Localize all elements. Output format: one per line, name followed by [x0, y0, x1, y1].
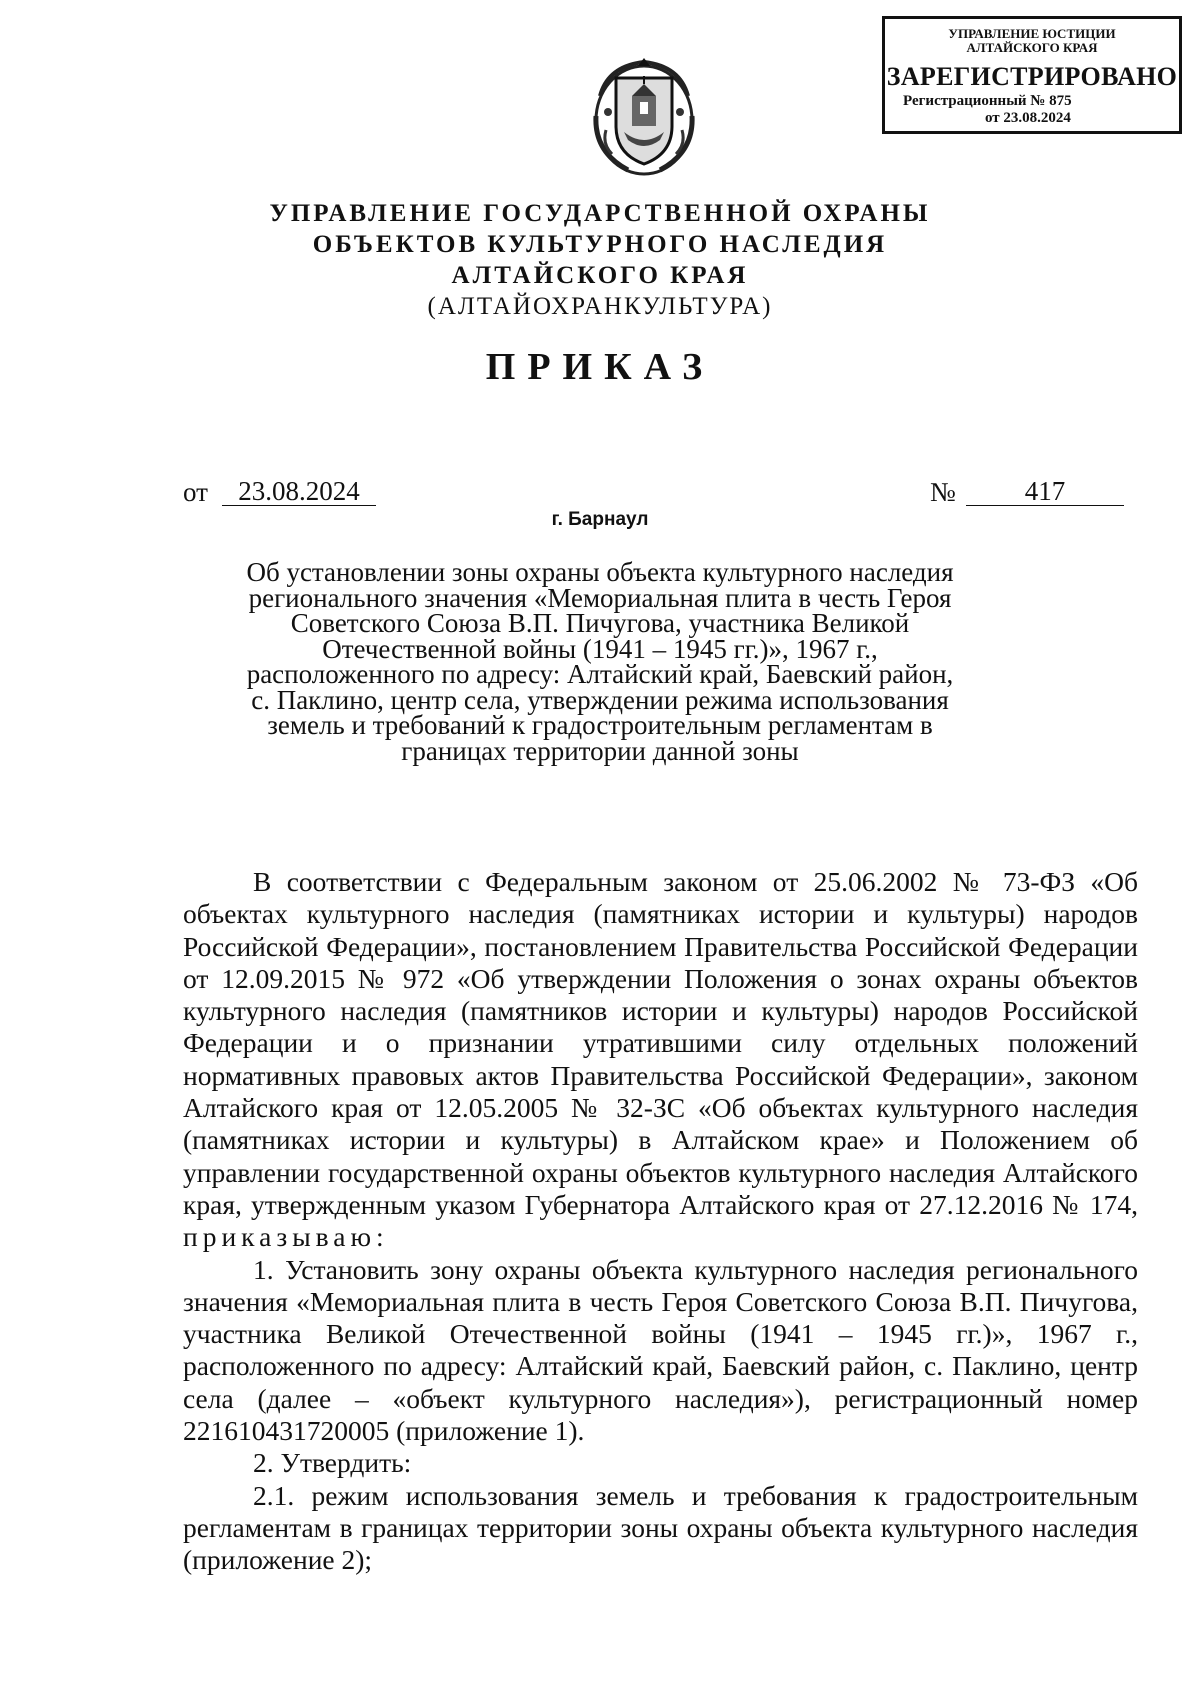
document-place: г. Барнаул [551, 509, 649, 530]
document-title: ПРИКАЗ [485, 346, 715, 388]
subject-line: земель и требований к градостроительным регламентам в [267, 710, 933, 740]
document-body [183, 866, 1138, 1577]
org-short-name: (АЛТАЙОХРАНКУЛЬТУРА) [427, 293, 773, 320]
subject-line: расположенного по адресу: Алтайский край, Баевский район, [246, 659, 954, 689]
item-2-paragraph: 2. Утвердить: [253, 1447, 412, 1479]
altai-krai-coat-of-arms-icon [588, 56, 700, 180]
org-name-line1: УПРАВЛЕНИЕ ГОСУДАРСТВЕННОЙ ОХРАНЫ [269, 200, 931, 227]
item-2-1-paragraph: 2.1. режим использования земель и требования к градостроительным регламентам в границах территории зоны охраны объекта культурного наследия (приложение 2); [183, 1479, 1138, 1576]
subject-line: границах территории данной зоны [401, 735, 799, 766]
document-date: 23.08.2024 [222, 477, 376, 506]
document-subject [240, 557, 960, 766]
subject-line: регионального значения «Мемориальная плита в честь Героя [248, 582, 952, 613]
subject-line: Об установлении зоны охраны объекта культурного наследия [246, 557, 954, 587]
order-word: приказываю: [183, 1221, 389, 1253]
subject-line: Советского Союза В.П. Пичугова, участника Великой [290, 608, 910, 638]
subject-line: с. Паклино, центр села, утверждении режима использования [251, 684, 949, 715]
preamble-text: В соответствии с Федеральным законом от 25.06.2002 № 73-ФЗ «Об объектах культурного наследия (памятниках истории и культуры) народов Российской Федерации», постановлением Правительства Российской Федерации от 12.09.2015 № 972 «Об утверждении Положения о зонах охраны объектов культурного наследия (памятников истории и культуры) народов Российской Федерации и о признании утратившими силу отдельных положений нормативных правовых актов Правительства Российской Федерации», законом Алтайского края от 12.05.2005 № 32-ЗС «Об объектах культурного наследия (памятниках истории и культуры) в Алтайском крае» и Положением об управлении государственной охраны объектов культурного наследия Алтайского края, утвержденным указом Губернатора Алтайского края от 27.12.2016 № 174, [183, 866, 1138, 1220]
stamp-status: ЗАРЕГИСТРИРОВАНО [886, 62, 1178, 91]
registration-stamp [882, 16, 1182, 134]
document-number: 417 [966, 477, 1124, 506]
stamp-authority-line2: АЛТАЙСКОГО КРАЯ [966, 40, 1098, 55]
stamp-authority-line1: УПРАВЛЕНИЕ ЮСТИЦИИ [948, 26, 1116, 41]
org-name-line2: ОБЪЕКТОВ КУЛЬТУРНОГО НАСЛЕДИЯ [312, 231, 888, 258]
number-prefix: № [930, 477, 956, 507]
subject-line: Отечественной войны (1941 – 1945 гг.)», 1967 г., [322, 633, 878, 664]
date-prefix: от [183, 477, 208, 507]
stamp-reg-number: Регистрационный № 875 [903, 93, 1072, 109]
item-1-paragraph: 1. Установить зону охраны объекта культурного наследия регионального значения «Мемориальная плита в честь Героя Советского Союза В.П. Пичугова, участника Великой Отечественной войны (1941 – 1945 гг.)», 1967 г., расположенного по адресу: Алтайский край, Баевский район, с. Паклино, центр села (далее – «объект культурного наследия»), регистрационный номер 221610431720005 (приложение 1). [183, 1253, 1138, 1447]
preamble-paragraph [183, 866, 1138, 1254]
org-name-line3: АЛТАЙСКОГО КРАЯ [451, 262, 749, 289]
stamp-reg-date: от 23.08.2024 [985, 110, 1071, 126]
